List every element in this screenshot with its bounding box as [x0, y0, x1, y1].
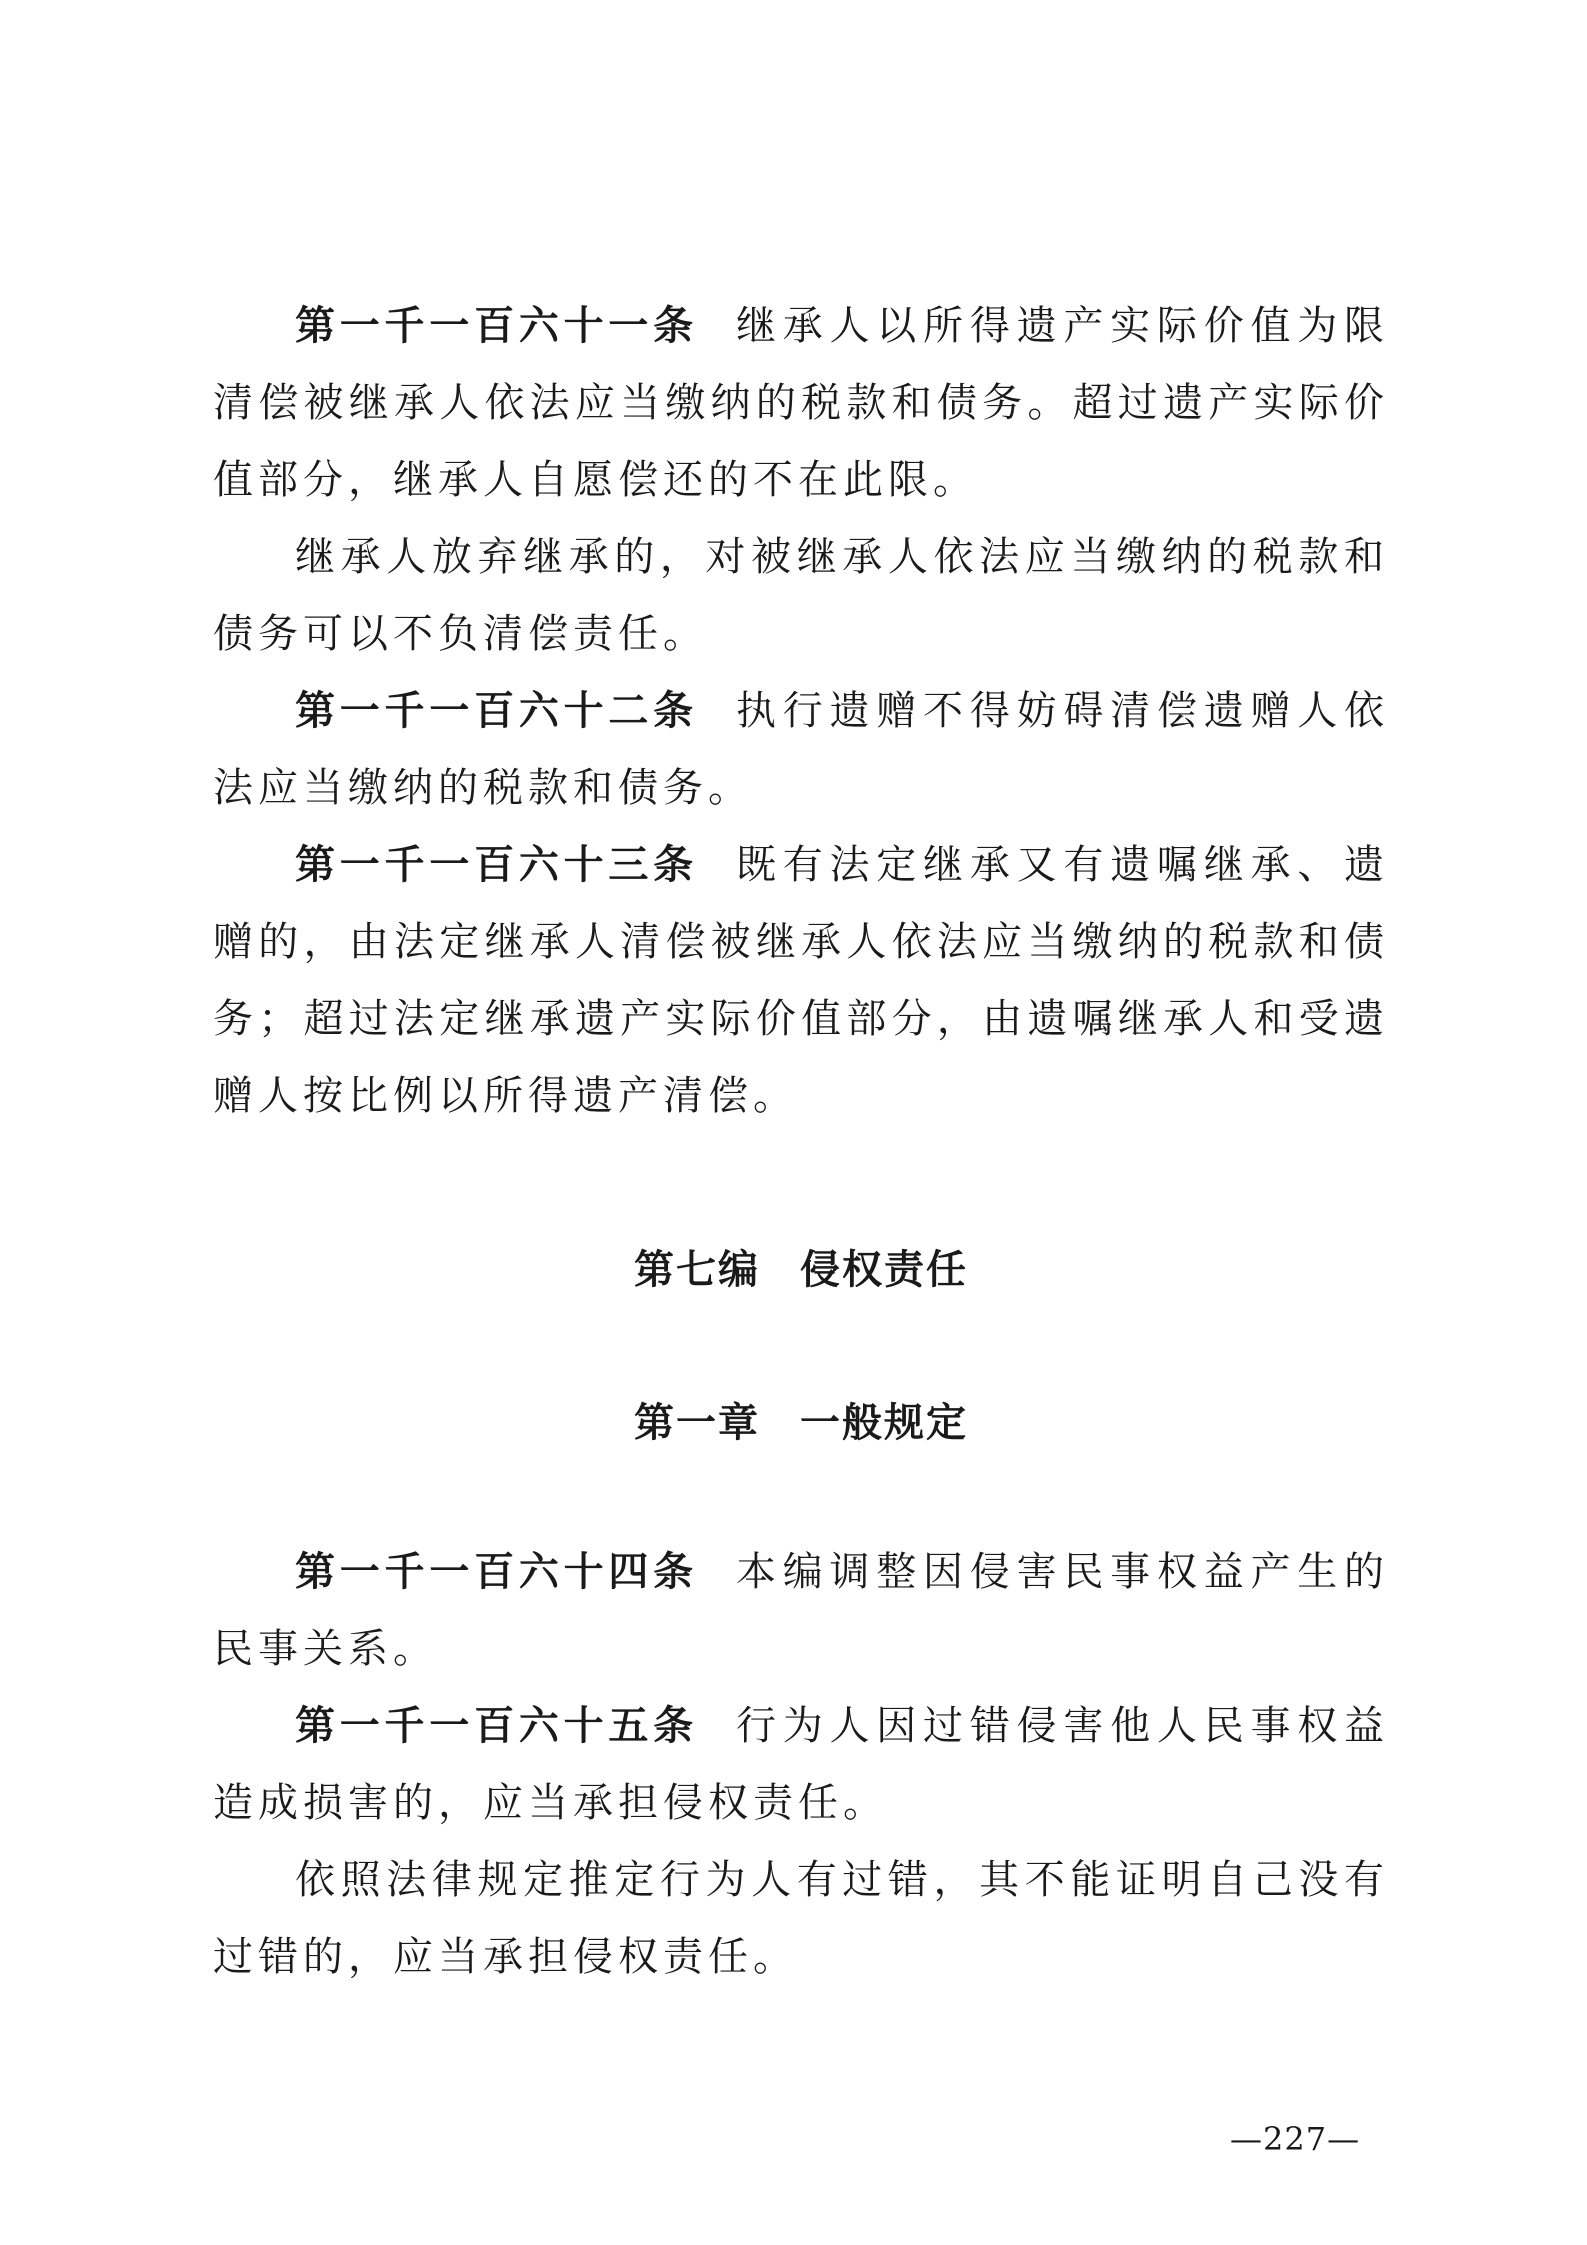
- article-1165-para-2: [213, 1842, 1389, 1996]
- page-content: [213, 288, 1389, 1996]
- article-number: 第一千一百六十四条: [295, 1549, 698, 1595]
- chapter-label: 第一章: [634, 1400, 760, 1446]
- article-text: 依照法律规定推定行为人有过错，其不能证明自己没有过错的，应当承担侵权责任。: [213, 1857, 1389, 1980]
- article-text: 继承人放弃继承的，对被继承人依法应当缴纳的税款和债务可以不负清偿责任。: [213, 534, 1389, 657]
- article-text: 继承人以所得遗产实际价值为限清偿被继承人依法应当缴纳的税款和债务。超过遗产实际价值部分，继承人自愿偿还的不在此限。: [213, 303, 1390, 503]
- chapter-name: 一般规定: [800, 1400, 968, 1446]
- article-1164: [213, 1534, 1389, 1688]
- article-number: 第一千一百六十一条: [295, 303, 698, 349]
- chapter-articles: [213, 1534, 1389, 1996]
- article-1163: [213, 827, 1389, 1135]
- article-text: 行为人因过错侵害他人民事权益造成损害的，应当承担侵权责任。: [213, 1703, 1390, 1826]
- article-1161-para-2: [213, 519, 1389, 673]
- article-1162: [213, 673, 1389, 827]
- chapter-title: [213, 1391, 1389, 1448]
- part-title: [213, 1238, 1389, 1295]
- part-name: 侵权责任: [800, 1247, 968, 1293]
- part-label: 第七编: [634, 1247, 760, 1293]
- article-text: 本编调整因侵害民事权益产生的民事关系。: [213, 1549, 1390, 1672]
- article-number: 第一千一百六十二条: [295, 688, 698, 734]
- article-number: 第一千一百六十三条: [295, 842, 698, 888]
- article-1165: [213, 1688, 1389, 1842]
- article-1161: [213, 288, 1389, 519]
- article-number: 第一千一百六十五条: [295, 1703, 698, 1749]
- page-number: —227—: [1230, 2120, 1361, 2158]
- article-text: 既有法定继承又有遗嘱继承、遗赠的，由法定继承人清偿被继承人依法应当缴纳的税款和债务；超过法定继承遗产实际价值部分，由遗嘱继承人和受遗赠人按比例以所得遗产清偿。: [213, 842, 1390, 1119]
- article-text: 执行遗赠不得妨碍清偿遗赠人依法应当缴纳的税款和债务。: [213, 688, 1390, 811]
